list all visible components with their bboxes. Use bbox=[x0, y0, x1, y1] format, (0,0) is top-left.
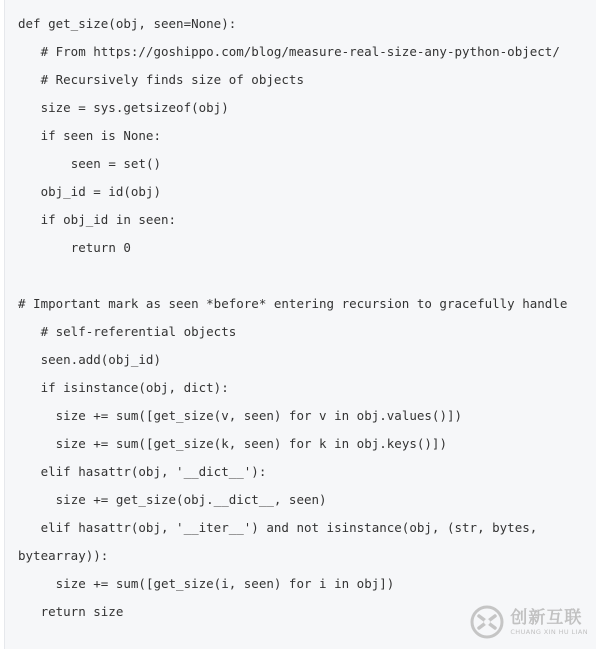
code-line bbox=[18, 40, 567, 68]
code-line bbox=[18, 236, 567, 264]
code-text: def get_size(obj, seen=None): bbox=[18, 16, 237, 31]
code-text: if obj_id in seen: bbox=[40, 212, 177, 227]
code-text: seen = set() bbox=[70, 156, 161, 171]
code-indent bbox=[18, 464, 41, 479]
code-text: elif hasattr(obj, '__iter__') and not isinstance(obj, (str, bytes, bbox=[40, 520, 538, 535]
code-line bbox=[18, 516, 567, 544]
code-line bbox=[18, 376, 567, 404]
code-line bbox=[18, 460, 567, 488]
code-text: # self-referential objects bbox=[40, 324, 237, 339]
code-text: size = sys.getsizeof(obj) bbox=[40, 100, 229, 115]
code-indent bbox=[18, 520, 41, 535]
code-text: return size bbox=[40, 604, 124, 619]
code-indent bbox=[18, 576, 56, 591]
code-text: # Recursively finds size of objects bbox=[40, 72, 304, 87]
watermark bbox=[470, 605, 588, 639]
code-line bbox=[18, 264, 567, 292]
code-line bbox=[18, 180, 567, 208]
code-line bbox=[18, 404, 567, 432]
code-text: return 0 bbox=[70, 240, 131, 255]
code-text: seen.add(obj_id) bbox=[40, 352, 161, 367]
code-line bbox=[18, 572, 567, 600]
code-text: size += sum([get_size(k, seen) for k in obj.keys()]) bbox=[55, 436, 447, 451]
watermark-text bbox=[510, 608, 588, 636]
code-indent bbox=[18, 72, 41, 87]
code-text: # Important mark as seen *before* entering recursion to gracefully handle bbox=[18, 296, 568, 311]
code-text: elif hasattr(obj, '__dict__'): bbox=[40, 464, 267, 479]
code-block bbox=[4, 0, 596, 649]
code-indent bbox=[18, 408, 56, 423]
code-text: obj_id = id(obj) bbox=[40, 184, 161, 199]
code-lines bbox=[18, 12, 567, 628]
code-indent bbox=[18, 352, 41, 367]
code-indent bbox=[18, 212, 41, 227]
code-indent bbox=[18, 100, 41, 115]
code-line bbox=[18, 12, 567, 40]
code-text: size += get_size(obj.__dict__, seen) bbox=[55, 492, 327, 507]
code-line bbox=[18, 320, 567, 348]
code-indent bbox=[18, 436, 56, 451]
watermark-brand-cn: 创新互联 bbox=[510, 608, 583, 628]
code-indent bbox=[18, 604, 41, 619]
code-indent bbox=[18, 380, 41, 395]
code-indent bbox=[18, 324, 41, 339]
code-text: size += sum([get_size(i, seen) for i in obj]) bbox=[55, 576, 395, 591]
code-text: bytearray)): bbox=[18, 548, 109, 563]
chuangxin-logo-icon bbox=[470, 605, 504, 639]
watermark-brand-en: CHUANG XIN HU LIAN bbox=[510, 628, 588, 636]
code-indent bbox=[18, 128, 41, 143]
code-line bbox=[18, 96, 567, 124]
code-indent bbox=[18, 492, 56, 507]
code-line bbox=[18, 488, 567, 516]
code-indent bbox=[18, 184, 41, 199]
code-line bbox=[18, 544, 567, 572]
code-line bbox=[18, 292, 567, 320]
code-line bbox=[18, 68, 567, 96]
code-indent bbox=[18, 156, 71, 171]
code-line bbox=[18, 124, 567, 152]
code-text: if isinstance(obj, dict): bbox=[40, 380, 229, 395]
code-indent bbox=[18, 44, 41, 59]
code-line bbox=[18, 432, 567, 460]
code-line bbox=[18, 348, 567, 376]
code-text: size += sum([get_size(v, seen) for v in obj.values()]) bbox=[55, 408, 463, 423]
code-text: if seen is None: bbox=[40, 128, 161, 143]
code-indent bbox=[18, 240, 71, 255]
code-text: # From https://goshippo.com/blog/measure-real-size-any-python-object/ bbox=[40, 44, 560, 59]
code-line bbox=[18, 152, 567, 180]
code-line bbox=[18, 208, 567, 236]
